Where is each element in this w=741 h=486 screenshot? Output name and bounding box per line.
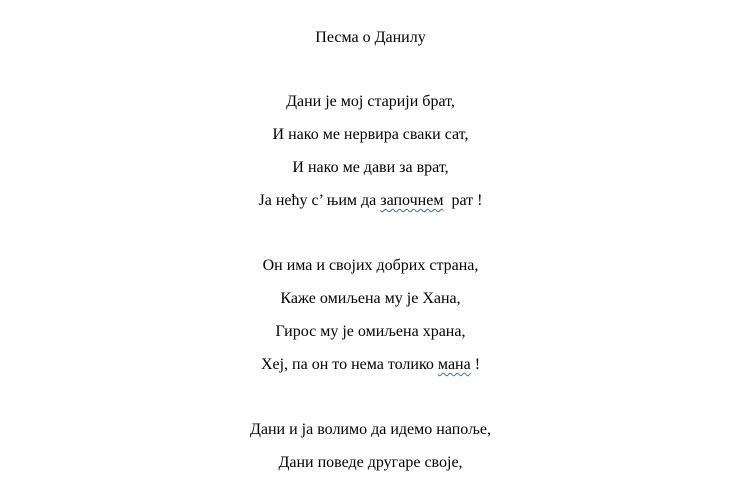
document-title: Песма о Данилу <box>315 29 426 46</box>
poem-line: Дани и ја волимо да идемо напоље, <box>249 421 492 438</box>
poem-line: Каже омиљена му је Хана, <box>280 290 461 307</box>
poem-line-text: Ја нећу с’ њим да <box>258 192 381 209</box>
poem-line-text: Хеј, па он то нема толико <box>260 356 438 373</box>
poem-line <box>0 191 741 211</box>
poem-line: Гирос му је омиљена храна, <box>275 323 466 340</box>
spelling-flagged-word[interactable]: започнем <box>380 192 444 209</box>
poem-line: И нако ме нервира сваки сат, <box>272 126 469 143</box>
poem-line <box>0 355 741 375</box>
spelling-flagged-word[interactable]: мана <box>437 356 471 373</box>
poem-line: Дани је мој старији брат, <box>286 93 455 110</box>
poem-line: И нако ме дави за врат, <box>292 159 449 176</box>
poem-line: Дани поведе другаре своје, <box>278 454 463 471</box>
poem-line: Он има и својих добрих страна, <box>262 257 479 274</box>
poem-line-text: рат ! <box>443 192 483 209</box>
poem-line-text: ! <box>470 356 481 373</box>
